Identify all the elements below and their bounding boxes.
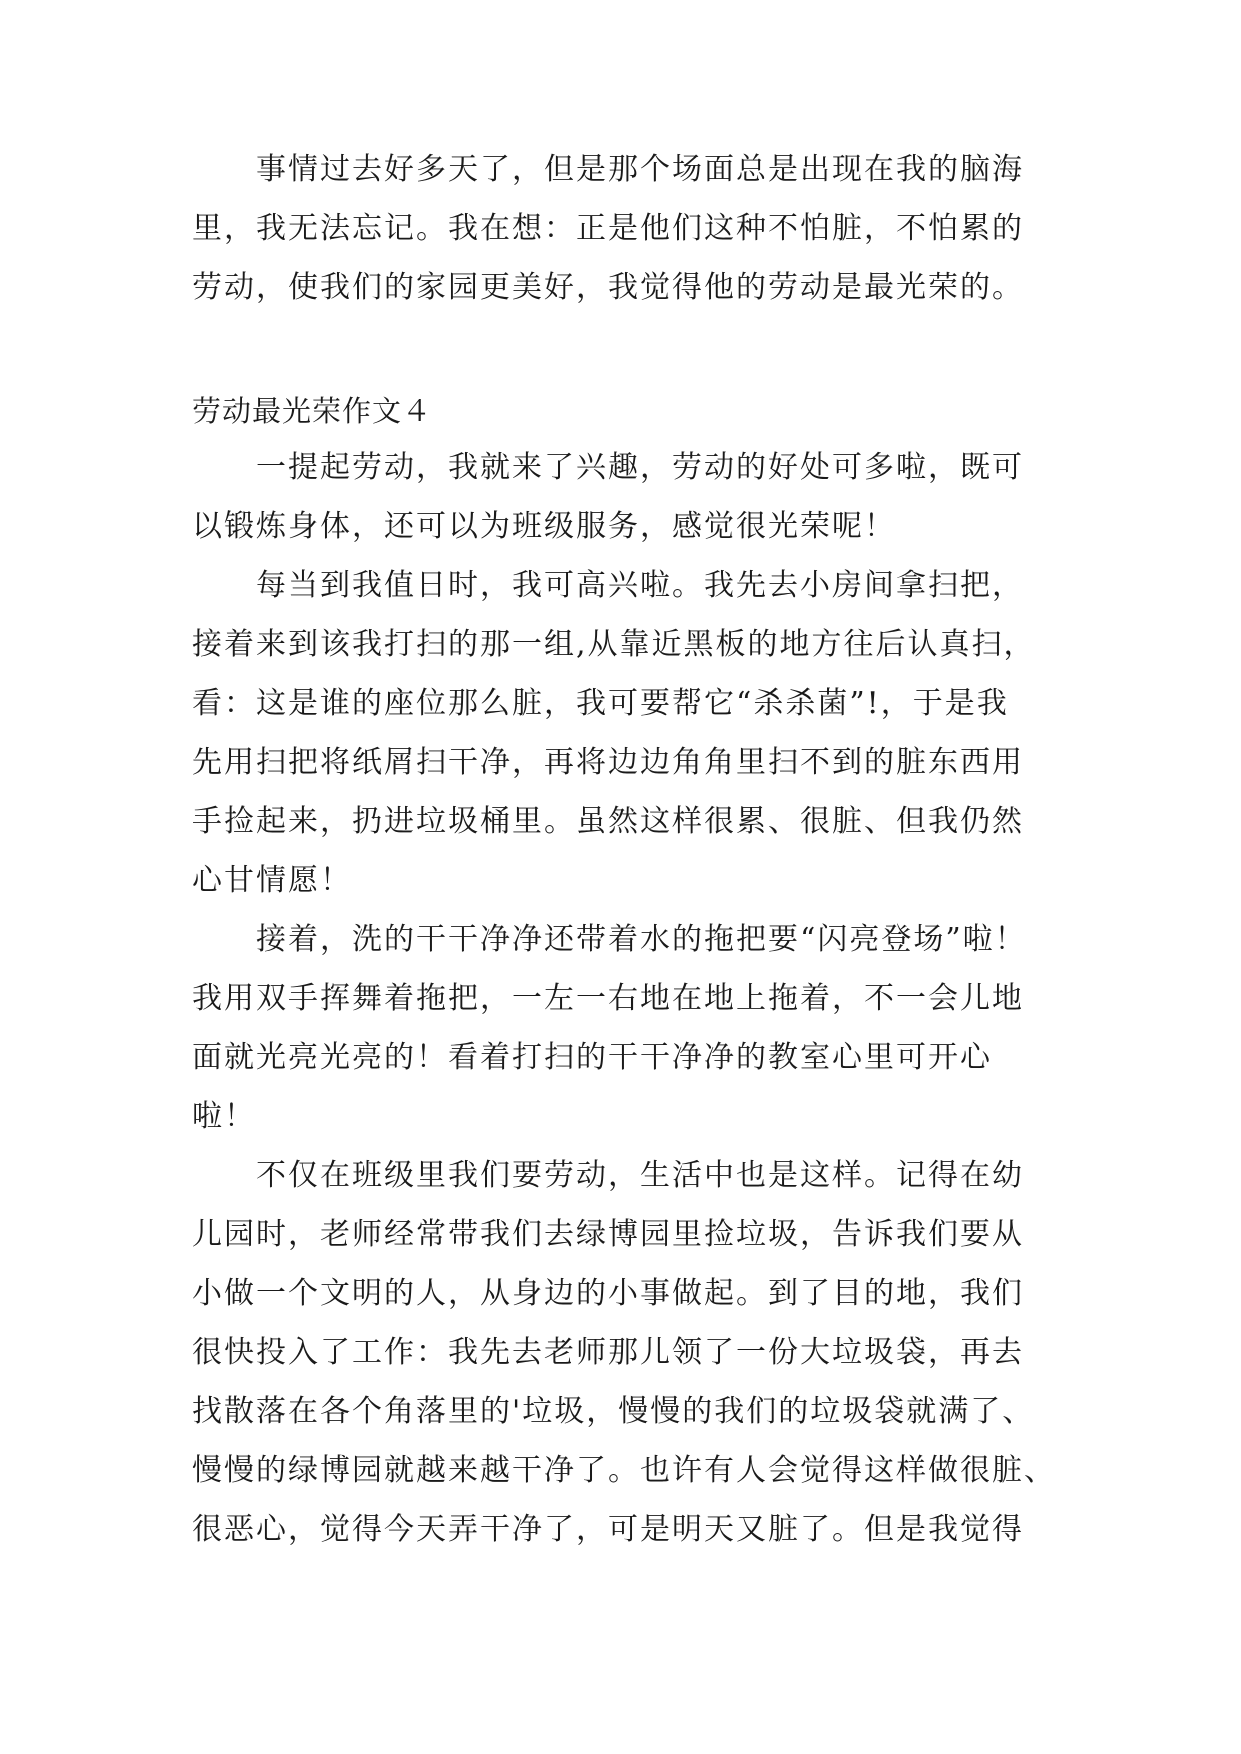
text-line: 里，我无法忘记。我在想：正是他们这种不怕脏，不怕累的 xyxy=(192,211,1024,246)
text-line: 很恶心，觉得今天弄干净了，可是明天又脏了。但是我觉得 xyxy=(192,1512,1024,1547)
section-heading: 劳动最光荣作文４ xyxy=(192,394,433,428)
text-line: 劳动，使我们的家园更美好，我觉得他的劳动是最光荣的。 xyxy=(192,270,1024,305)
text-line: 以锻炼身体，还可以为班级服务，感觉很光荣呢！ xyxy=(192,509,896,544)
text-line: 每当到我值日时，我可高兴啦。我先去小房间拿扫把， xyxy=(192,568,1024,603)
text-line: 我用双手挥舞着拖把，一左一右地在地上拖着，不一会儿地 xyxy=(192,981,1024,1016)
text-line: 不仅在班级里我们要劳动，生活中也是这样。记得在幼 xyxy=(192,1158,1024,1193)
text-line: 一提起劳动，我就来了兴趣，劳动的好处可多啦，既可 xyxy=(192,450,1024,485)
text-line: 心甘情愿！ xyxy=(192,863,352,898)
text-line: 慢慢的绿博园就越来越干净了。也许有人会觉得这样做很脏、 xyxy=(192,1453,1056,1488)
text-line: 接着来到该我打扫的那一组,从靠近黑板的地方往后认真扫， xyxy=(192,627,1036,662)
text-line: 先用扫把将纸屑扫干净，再将边边角角里扫不到的脏东西用 xyxy=(192,745,1024,780)
text-line: 面就光亮光亮的！看着打扫的干干净净的教室心里可开心 xyxy=(192,1040,992,1075)
text-line: 小做一个文明的人，从身边的小事做起。到了目的地，我们 xyxy=(192,1276,1024,1311)
text-line: 接着，洗的干干净净还带着水的拖把要“闪亮登场”啦！ xyxy=(192,922,1027,957)
text-line: 事情过去好多天了，但是那个场面总是出现在我的脑海 xyxy=(192,152,1024,187)
text-line: 儿园时，老师经常带我们去绿博园里捡垃圾，告诉我们要从 xyxy=(192,1217,1024,1252)
text-line: 手捡起来，扔进垃圾桶里。虽然这样很累、很脏、但我仍然 xyxy=(192,804,1024,839)
text-line: 找散落在各个角落里的'垃圾，慢慢的我们的垃圾袋就满了、 xyxy=(192,1394,1035,1429)
text-line: 很快投入了工作：我先去老师那儿领了一份大垃圾袋，再去 xyxy=(192,1335,1024,1370)
text-line: 啦！ xyxy=(192,1099,256,1134)
text-line: 看：这是谁的座位那么脏，我可要帮它“杀杀菌”!，于是我 xyxy=(192,686,1009,721)
